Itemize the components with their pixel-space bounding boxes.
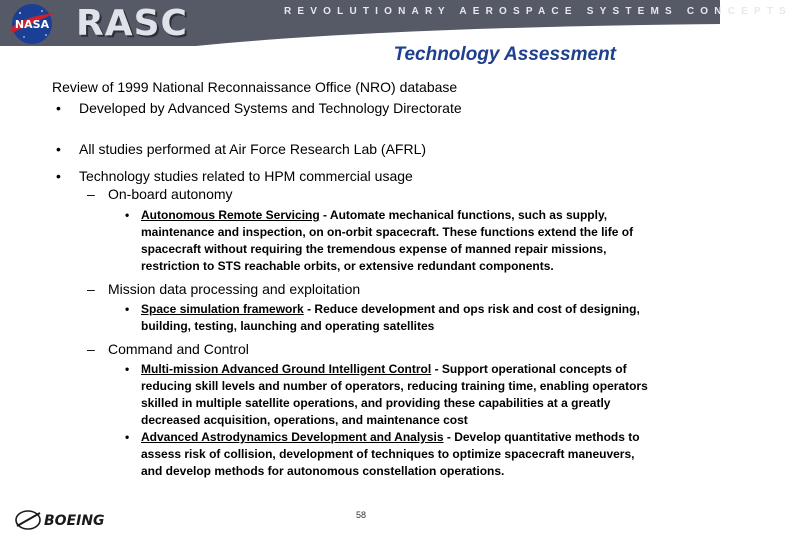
bullet-item — [52, 140, 672, 158]
bullet-text: Developed by Advanced Systems and Technology Directorate — [79, 100, 462, 116]
dash-icon: – — [87, 186, 95, 202]
detail-text: - Reduce development and ops risk and cost of designing, building, testing, launching and operating satellites — [141, 302, 640, 333]
bullet-icon: • — [125, 362, 130, 376]
sub-heading — [52, 340, 672, 358]
bullet-icon: • — [56, 168, 61, 184]
svg-text:BOEING: BOEING — [44, 513, 105, 529]
detail-term: Space simulation framework — [141, 302, 304, 316]
bullet-icon: • — [125, 302, 130, 316]
bullet-icon: • — [125, 208, 130, 222]
swoosh-icon — [196, 24, 720, 46]
slide-title: Technology Assessment — [393, 44, 616, 65]
detail-text: - Develop quantitative methods to assess risk of collision, development of techniques to optimize spacecraft maneuvers, and develop methods for autonomous constellation operations. — [141, 430, 640, 478]
slide-content — [52, 78, 672, 480]
bullet-icon: • — [56, 141, 61, 157]
detail-item — [52, 361, 658, 429]
program-tagline: REVOLUTIONARY AEROSPACE SYSTEMS CONCEPTS — [284, 6, 792, 17]
detail-item — [52, 207, 658, 275]
rasc-logo: RASC — [76, 3, 188, 44]
detail-term: Autonomous Remote Servicing — [141, 208, 320, 222]
detail-item — [52, 429, 658, 480]
intro-line: Review of 1999 National Reconnaissance Office (NRO) database — [52, 79, 458, 95]
page-number: 58 — [356, 510, 367, 520]
sub-heading-text: On-board autonomy — [108, 186, 233, 202]
header-banner — [0, 0, 792, 46]
bullet-item — [52, 167, 672, 185]
sub-heading — [52, 185, 672, 203]
nasa-logo-icon — [6, 3, 58, 45]
sub-heading-text: Mission data processing and exploitation — [108, 281, 361, 297]
detail-term: Advanced Astrodynamics Development and Analysis — [141, 430, 444, 444]
detail-term: Multi-mission Advanced Ground Intelligent Control — [141, 362, 432, 376]
detail-text: - Support operational concepts of reducing skill levels and number of operators, reducing training time, enabling operators skilled in multiple satellite operations, and providing these capabilities at a greatly decreased acquisition, operations, and maintenance cost — [141, 362, 648, 427]
sub-heading — [52, 280, 672, 298]
dash-icon: – — [87, 281, 95, 297]
bullet-icon: • — [56, 100, 61, 116]
detail-text: - Automate mechanical functions, such as supply, maintenance and inspection, on on-orbit spacecraft. These functions extend the life of spacecraft without requiring the tremendous expense of manned repair missions, restriction to STS reachable orbits, or extensive redundant components. — [141, 208, 634, 273]
svg-text:NASA: NASA — [14, 18, 50, 31]
bullet-text: Technology studies related to HPM commercial usage — [79, 168, 413, 184]
bullet-item — [52, 99, 672, 117]
sub-heading-text: Command and Control — [108, 341, 249, 357]
dash-icon: – — [87, 341, 95, 357]
detail-item — [52, 301, 658, 335]
bullet-icon: • — [125, 430, 130, 444]
bullet-text: All studies performed at Air Force Research Lab (AFRL) — [79, 141, 427, 157]
boeing-logo-icon — [14, 508, 138, 532]
